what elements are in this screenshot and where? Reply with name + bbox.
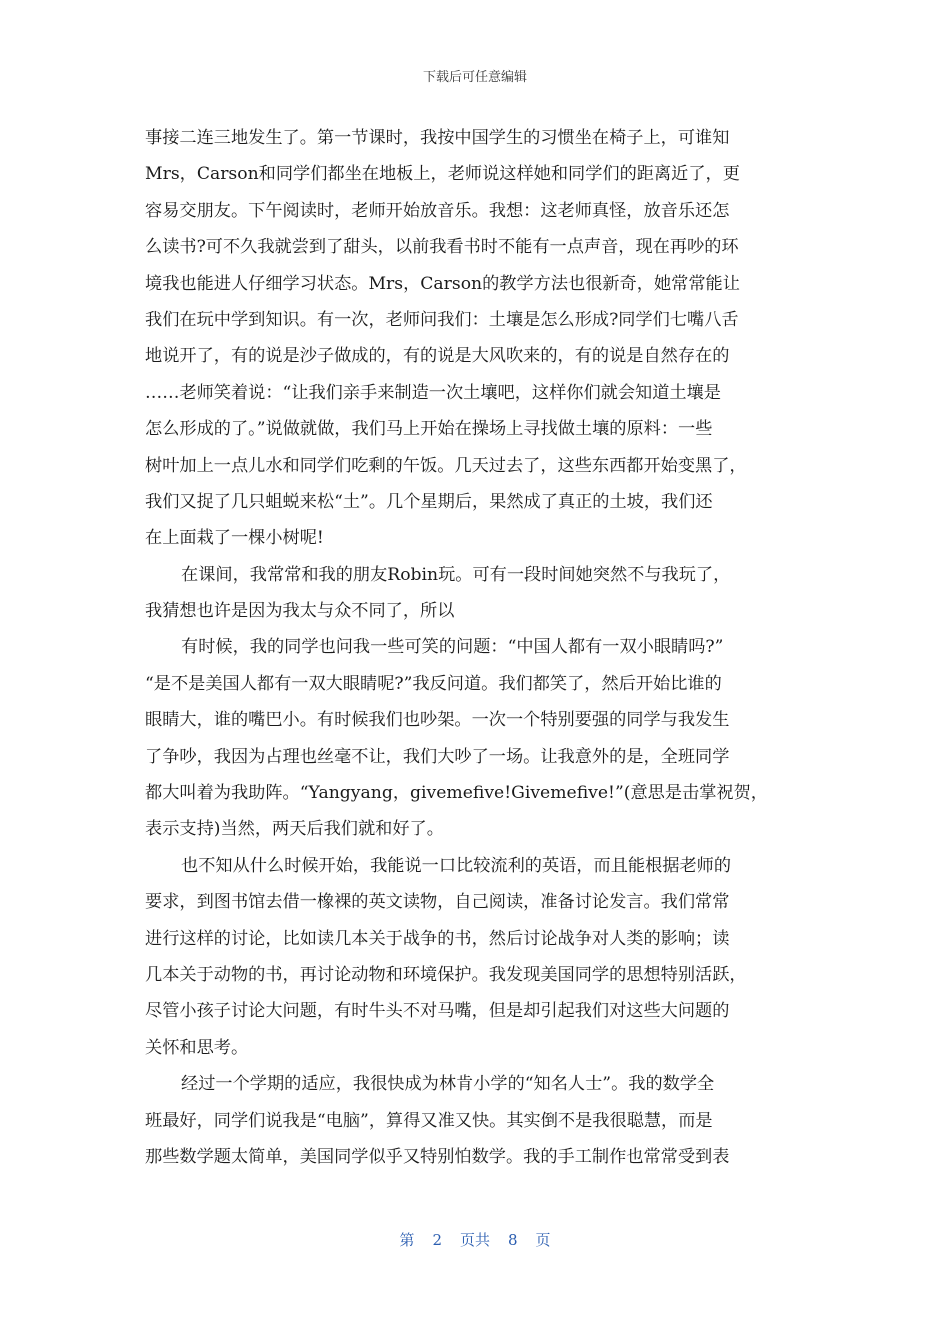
text-line: 在课间，我常常和我的朋友Robin玩。可有一段时间她突然不与我玩了，	[181, 564, 731, 585]
text-line: 尽管小孩子讨论大问题，有时牛头不对马嘴，但是却引起我们对这些大问题的	[145, 1001, 730, 1022]
text-line: 事接二连三地发生了。第一节课时，我按中国学生的习惯坐在椅子上，可谁知	[145, 128, 730, 148]
text-line: 要求，到图书馆去借一橡裸的英文读物，自己阅读，准备讨论发言。我们常常	[145, 892, 730, 913]
text-line: 进行这样的讨论，比如读几本关于战争的书，然后讨论战争对人类的影响；读	[145, 928, 730, 949]
text-line: Mrs，Carson和同学们都坐在地板上，老师说这样她和同学们的距离近了，更	[145, 164, 740, 185]
text-line: 几本关于动物的书，再讨论动物和环境保护。我发现美国同学的思想特别活跃，	[145, 964, 747, 985]
text-line: 我猜想也许是因为我太与众不同了，所以	[145, 601, 455, 622]
body-text	[145, 120, 825, 1175]
paragraph	[145, 557, 825, 630]
text-line: 关怀和思考。	[145, 1037, 249, 1058]
paragraph	[145, 120, 825, 557]
text-line: 那些数学题太简单，美国同学似乎又特别怕数学。我的手工制作也常常受到表	[145, 1146, 730, 1167]
text-line: 地说开了，有的说是沙子做成的，有的说是大风吹来的，有的说是自然存在的	[145, 346, 730, 367]
text-line: ……老师笑着说：“让我们亲手来制造一次土壤吧，这样你们就会知道土壤是	[145, 382, 721, 403]
text-line: “是不是美国人都有一双大眼睛呢?”我反问道。我们都笑了，然后开始比谁的	[145, 673, 722, 694]
text-line: 了争吵，我因为占理也丝毫不让，我们大吵了一场。让我意外的是，全班同学	[145, 746, 730, 767]
text-line: 容易交朋友。下午阅读时，老师开始放音乐。我想：这老师真怪，放音乐还怎	[145, 200, 730, 221]
footer-middle: 页共	[459, 1231, 490, 1249]
text-line: 经过一个学期的适应，我很快成为林肯小学的“知名人士”。我的数学全	[181, 1074, 715, 1095]
text-line: 我们在玩中学到知识。有一次，老师问我们：土壤是怎么形成?同学们七嘴八舌	[145, 309, 739, 330]
text-line: 我们又捉了几只蛆蜕来松“土”。几个星期后，果然成了真正的土坡，我们还	[145, 491, 713, 512]
text-line: 么读书?可不久我就尝到了甜头，以前我看书时不能有一点声音，现在再吵的环	[145, 237, 739, 258]
text-line: 都大叫着为我助阵。“Yangyang，givemefive!Givemefive!”(意思是击掌祝贺，	[145, 783, 768, 804]
paragraph	[145, 1066, 825, 1175]
paragraph	[145, 848, 825, 1066]
text-line: 也不知从什么时候开始，我能说一口比较流利的英语，而且能根据老师的	[181, 855, 732, 876]
text-line: 有时候，我的同学也问我一些可笑的问题：“中国人都有一双小眼睛吗?”	[181, 637, 724, 658]
footer-current-page: 2	[432, 1231, 442, 1249]
text-line: 树叶加上一点儿水和同学们吃剩的午饭。几天过去了，这些东西都开始变黑了，	[145, 455, 747, 476]
text-line: 表示支持)当然，两天后我们就和好了。	[145, 819, 444, 840]
text-line: 境我也能进人仔细学习状态。Mrs，Carson的教学方法也很新奇，她常常能让	[145, 273, 740, 294]
footer-suffix: 页	[535, 1231, 551, 1249]
text-line: 眼睛大，谁的嘴巴小。有时候我们也吵架。一次一个特别要强的同学与我发生	[145, 710, 730, 731]
footer-total-pages: 8	[508, 1231, 518, 1249]
page-footer	[0, 1229, 950, 1250]
text-line: 怎么形成的了。”说做就做，我们马上开始在操场上寻找做土壤的原料：一些	[145, 419, 713, 440]
footer-prefix: 第	[399, 1231, 415, 1249]
page-header: 下载后可任意编辑	[422, 70, 527, 85]
paragraph	[145, 629, 825, 847]
text-line: 在上面栽了一棵小树呢!	[145, 528, 324, 549]
text-line: 班最好，同学们说我是“电脑”，算得又准又快。其实倒不是我很聪慧，而是	[145, 1110, 713, 1131]
